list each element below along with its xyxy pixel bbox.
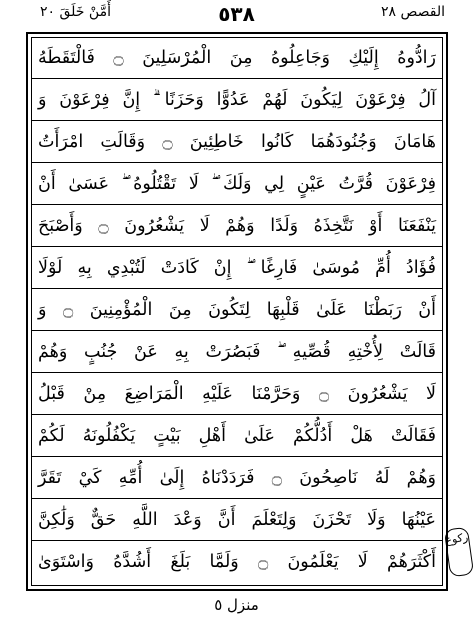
surah-title: القصص ٢٨	[380, 4, 445, 20]
verse-line: هَامَانَ وَجُنُودَهُمَا كَانُوا خَاطِئِينَ ۝ وَقَالَتِ امْرَأَتُ	[32, 122, 442, 163]
text-frame	[26, 32, 448, 591]
manzil-footer: منزل ٥	[214, 596, 259, 614]
verse-line: قَالَتْ لِأُخْتِهِ قُصِّيهِ ۖ فَبَصُرَتْ بِهِ عَنْ جُنُبٍ وَهُمْ	[32, 332, 442, 373]
verse-line: يَنْفَعَنَا أَوْ نَتَّخِذَهُ وَلَدًا وَهُمْ لَا يَشْعُرُونَ ۝ وَأَصْبَحَ	[32, 206, 442, 247]
text-body	[31, 37, 443, 586]
verse-line: رَادُّوهُ إِلَيْكِ وَجَاعِلُوهُ مِنَ الْمُرْسَلِينَ ۝ فَالْتَقَطَهُ	[32, 38, 442, 79]
verse-line: لَا يَشْعُرُونَ ۝ وَحَرَّمْنَا عَلَيْهِ الْمَرَاضِعَ مِنْ قَبْلُ	[32, 374, 442, 415]
verse-line: فُؤَادُ أُمِّ مُوسَىٰ فَارِغًا ۖ إِنْ كَادَتْ لَتُبْدِي بِهِ لَوْلَا	[32, 248, 442, 289]
verse-line: أَنْ رَبَطْنَا عَلَىٰ قَلْبِهَا لِتَكُونَ مِنَ الْمُؤْمِنِينَ ۝ وَ	[32, 290, 442, 331]
page-number: ٥٣٨	[218, 2, 255, 26]
verse-line: فَقَالَتْ هَلْ أَدُلُّكُمْ عَلَىٰ أَهْلِ بَيْتٍ يَكْفُلُونَهُ لَكُمْ	[32, 416, 442, 457]
verse-line: فِرْعَوْنَ قُرَّتُ عَيْنٍ لِي وَلَكَ ۖ لَا تَقْتُلُوهُ ۖ عَسَىٰ أَنْ	[32, 164, 442, 205]
ruku-margin-marker: ركوع	[444, 527, 473, 578]
verse-line: آلُ فِرْعَوْنَ لِيَكُونَ لَهُمْ عَدُوًّا وَحَزَنًا ۗ إِنَّ فِرْعَوْنَ وَ	[32, 80, 442, 121]
page-header	[0, 0, 473, 30]
verse-line: أَكْثَرَهُمْ لَا يَعْلَمُونَ ۝ وَلَمَّا بَلَغَ أَشُدَّهُ وَاسْتَوَىٰ	[38, 552, 436, 572]
verse-line: وَهُمْ لَهُ نَاصِحُونَ ۝ فَرَدَدْنَاهُ إِلَىٰ أُمِّهِ كَيْ تَقَرَّ	[32, 458, 442, 499]
verse-line: عَيْنُهَا وَلَا تَحْزَنَ وَلِتَعْلَمَ أَنَّ وَعْدَ اللَّهِ حَقٌّ وَلَٰكِنَّ	[32, 500, 442, 541]
juz-title: أَمَّنْ خَلَقَ ٢٠	[40, 4, 111, 20]
